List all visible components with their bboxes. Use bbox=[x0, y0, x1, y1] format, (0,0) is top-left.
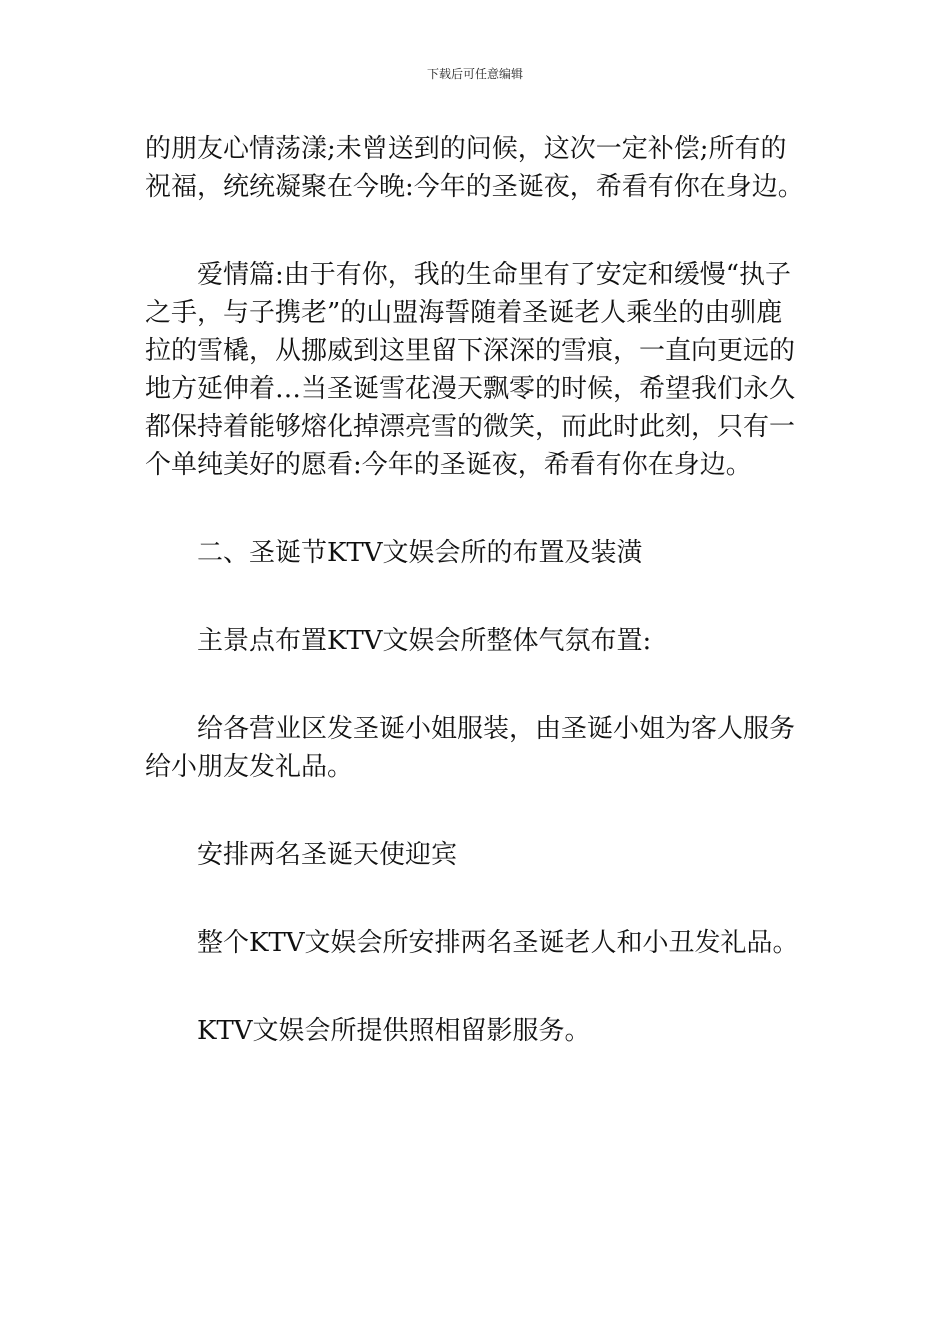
page-header: 下载后可任意编辑 bbox=[426, 67, 523, 81]
text-line: 拉的雪橇，从挪威到这里留下深深的雪痕，一直向更远的 bbox=[145, 336, 796, 366]
document-body bbox=[145, 130, 810, 1050]
text-line: 个单纯美好的愿看:今年的圣诞夜，希看有你在身边。 bbox=[145, 450, 752, 480]
text-line: 整个KTV文娱会所安排两名圣诞老人和小丑发礼品。 bbox=[197, 928, 799, 958]
text-line: 地方延伸着…当圣诞雪花漫天飘零的时候，希望我们永久 bbox=[145, 374, 796, 404]
text-line: 之手，与子携老”的山盟海誓随着圣诞老人乘坐的由驯鹿 bbox=[145, 298, 783, 328]
paragraph-angels bbox=[145, 836, 810, 874]
text-line: KTV文娱会所提供照相留影服务。 bbox=[197, 1016, 591, 1046]
text-line: 给各营业区发圣诞小姐服装，由圣诞小姐为客人服务 bbox=[197, 714, 796, 744]
section-heading bbox=[145, 534, 810, 572]
text-line: 祝福，统统凝聚在今晚:今年的圣诞夜，希看有你在身边。 bbox=[145, 172, 804, 202]
text-line: 的朋友心情荡漾;未曾送到的问候，这次一定补偿;所有的 bbox=[145, 134, 787, 164]
paragraph-love bbox=[145, 256, 810, 484]
text-line: 都保持着能够熔化掉漂亮雪的微笑，而此时此刻，只有一 bbox=[145, 412, 796, 442]
paragraph-santa-clown bbox=[145, 924, 810, 962]
paragraph-main-decor bbox=[145, 622, 810, 660]
text-line: 主景点布置KTV文娱会所整体气氛布置: bbox=[197, 626, 652, 656]
text-line: 给小朋友发礼品。 bbox=[145, 752, 354, 782]
paragraph-greeting-continuation bbox=[145, 130, 810, 206]
heading-line: 二、圣诞节KTV文娱会所的布置及装潢 bbox=[197, 538, 643, 568]
paragraph-costumes bbox=[145, 710, 810, 786]
paragraph-photo-service bbox=[145, 1012, 810, 1050]
text-line: 爱情篇:由于有你，我的生命里有了安定和缓慢“执子 bbox=[197, 260, 792, 290]
text-line: 安排两名圣诞天使迎宾 bbox=[197, 840, 458, 870]
